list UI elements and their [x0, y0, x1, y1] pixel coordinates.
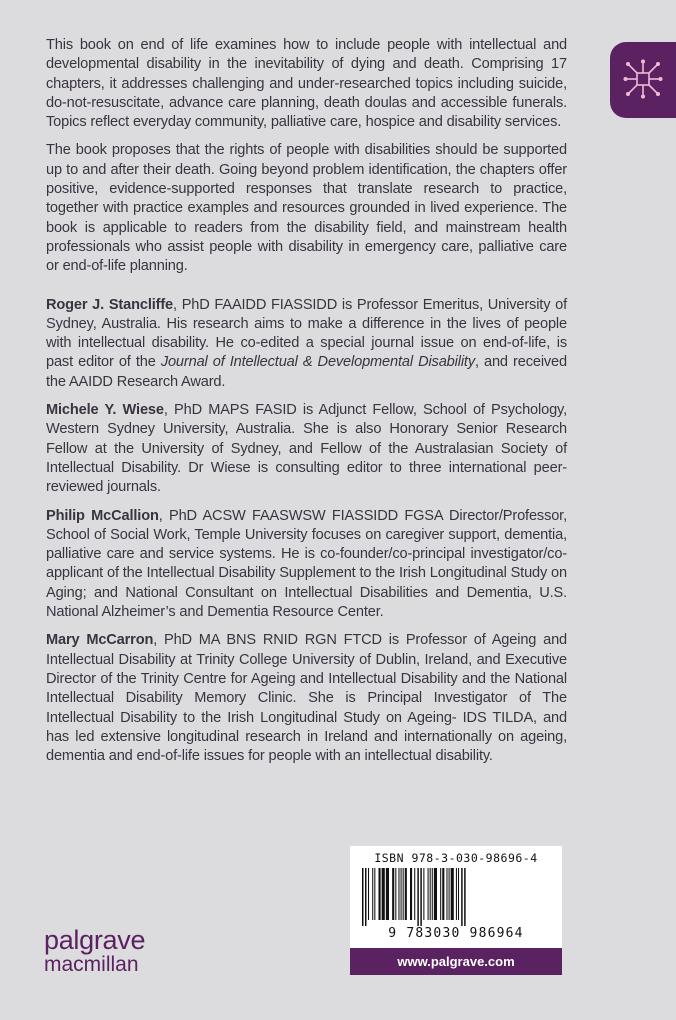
bio-text: , PhD FAAIDD FIASSIDD is Professor Emeritus, University of Sydney, Australia. His research aims to make a difference in the lives of people with intellectual disability. He co-edited a special journal issue on end-of-life, is past editor of the — [46, 296, 567, 371]
barcode-bar — [451, 868, 454, 920]
bio-roger-stancliffe — [46, 296, 567, 392]
barcode-bar — [382, 868, 385, 920]
barcode-bar — [405, 868, 407, 920]
bio-name: Philip McCallion — [46, 507, 159, 524]
barcode-bar — [365, 868, 367, 926]
barcode-bar — [434, 868, 437, 920]
barcode-bar — [368, 868, 369, 920]
barcode-digits: 9 783030 986964 — [388, 926, 524, 941]
barcode-bar — [430, 868, 431, 920]
bio-text: , and received the AAIDD Research Award. — [46, 354, 567, 390]
author-bios — [46, 296, 567, 767]
bio-philip-mccallion — [46, 507, 567, 623]
description-paragraph-2: The book proposes that the rights of people with disabilities should be supported up to and after their death. Going beyond problem identification, the chapters offer positive, evidence-supported responses that translate research to practice, together with practice examples and resources grounded in lived experience. The book is applicable to readers from the disability field, and mainstream health professionals who assist people with disability in emergency care, palliative care or end-of-life planning. — [46, 142, 567, 275]
barcode-bar — [420, 868, 422, 926]
barcode-bar — [449, 868, 450, 920]
barcode-bar — [456, 868, 457, 920]
bio-text: , PhD MA BNS RNID RGN FTCD is Professor of Ageing and Intellectual Disability at Trinity College University of Dublin, Ireland, and Executive Director of the Trinity Centre for Ageing and Intellectual Disability and the National Intellectual Disability Memory Clinic. She is Principal Investigator of The Intellectual Disability to the Irish Longitudinal Study on Ageing- IDS TILDA, and has led extensive longitudinal research in Ireland and internationally on ageing, dementia and end-of-life issues for people with an intellectual disability. — [46, 632, 568, 765]
barcode-bar — [403, 868, 404, 920]
barcode-bar — [392, 868, 394, 920]
barcode-bar — [446, 868, 447, 920]
barcode-bar — [362, 868, 364, 926]
bio-name: Mary McCarron — [46, 632, 154, 649]
back-cover-text — [46, 36, 567, 775]
barcode-bar — [432, 868, 433, 920]
isbn-label: ISBN 978-3-030-98696-4 — [374, 851, 538, 865]
bio-name: Roger J. Stancliffe — [46, 296, 174, 313]
series-badge — [610, 42, 676, 118]
journal-title: Journal of Intellectual & Developmental Disability — [160, 354, 475, 371]
publisher-logo — [44, 926, 145, 976]
barcode-bar — [464, 868, 466, 926]
bio-mary-mccarron — [46, 631, 567, 766]
barcode-bar — [417, 868, 419, 926]
barcode-bar — [414, 868, 415, 920]
logo-line-palgrave: palgrave — [44, 925, 146, 955]
barcode-block — [350, 846, 562, 948]
barcode-bar — [440, 868, 441, 920]
barcode-bar — [386, 868, 389, 920]
publisher-url[interactable]: www.palgrave.com — [350, 948, 562, 975]
bio-text: , PhD ACSW FAASWSW FIASSIDD FGSA Director/Professor, School of Social Work, Temple University focuses on caregiver support, dementia, palliative care and service systems. He is co-founder/co-principal investigator/co-applicant of the Intellectual Disability Supplement to the Irish Longitudinal Study on Aging; and National Consultant on Intellectual Disabilities and Dementia, U.S. National Alzheimer’s and Dementia Resource Center. — [46, 507, 567, 621]
bio-name: Michele Y. Wiese — [46, 402, 164, 419]
barcode-bar — [374, 868, 375, 920]
barcode-bar — [395, 868, 396, 920]
barcode-bar — [372, 868, 373, 920]
barcode-bar — [458, 868, 459, 920]
barcode-bar — [442, 868, 444, 920]
logo-line-macmillan: macmillan — [44, 953, 139, 976]
barcode-bar — [410, 868, 412, 920]
description-paragraph-1: This book on end of life examines how to include people with intellectual and developmental disability in the inevitability of dying and death. Comprising 17 chapters, it addresses challenging and under-researched topics including suicide, do-not-resuscitate, advance care planning, death doulas and accessible funerals. Topics reflect everyday community, palliative care, hospice and disability services. — [46, 37, 567, 131]
network-icon — [623, 59, 663, 99]
barcode-bar — [398, 868, 399, 920]
book-description — [46, 36, 567, 277]
barcode-bar — [401, 868, 402, 920]
barcode-bar — [423, 868, 424, 920]
barcode-bar — [461, 868, 463, 926]
barcode-bar — [428, 868, 429, 920]
bio-text: , PhD MAPS FASID is Adjunct Fellow, School of Psychology, Western Sydney University, Australia. She is also Honorary Senior Research Fellow at the University of Sydney, and Fellow of the Australasian Society of Intellectual Disability. Dr Wiese is consulting editor to three international peer-reviewed journals. — [46, 402, 568, 496]
barcode-image — [360, 868, 552, 926]
barcode-bar — [379, 868, 381, 920]
bio-michele-wiese — [46, 401, 567, 497]
